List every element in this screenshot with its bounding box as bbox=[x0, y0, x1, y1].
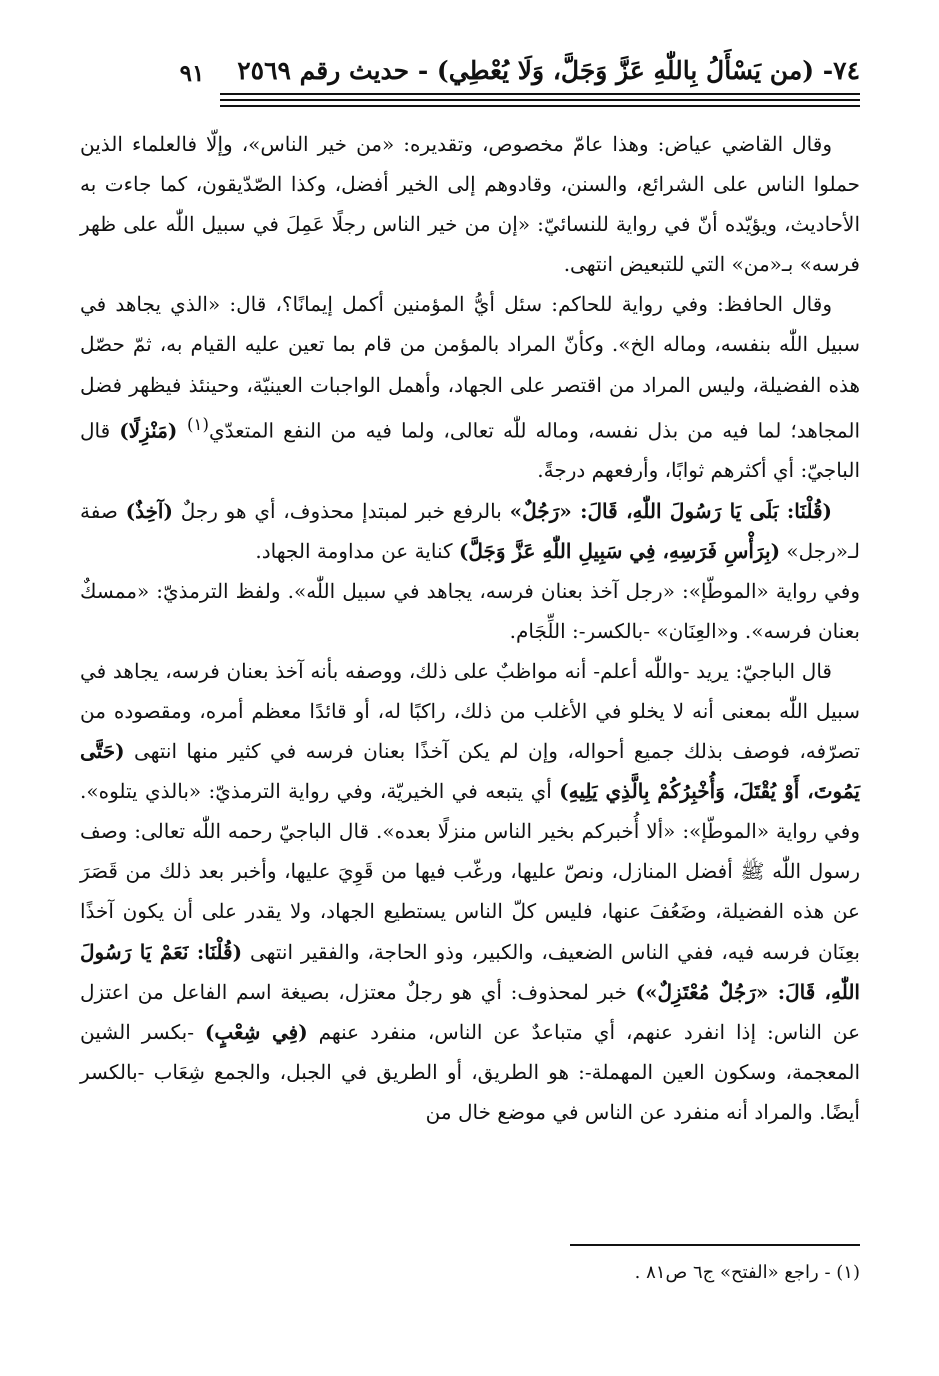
footnote: (١) - راجع «الفتح» ج٦ ص٨١ . bbox=[634, 1262, 860, 1283]
paragraph-text: قال الباجيّ: يريد -واللّٰه أعلم- أنه مواظبٌ على ذلك، ووصفه بأنه آخذ بعنان فرسه، يجاهد في سبيل اللّٰه بمعنى أنه لا يخلو في الأغلب من ذلك، راكبًا له، أو قائدًا معظم أمره، ومقصوده من تصرّفه، فوصف بذلك جميع أحواله، وإن لم يكن آخذًا بعنان فرسه في كثير منها انتهى bbox=[80, 658, 860, 764]
paragraph bbox=[80, 284, 860, 490]
paragraph bbox=[80, 491, 860, 571]
paragraph-text: أي يتبعه في الخيريّة، وفي رواية الترمذيّ: «بالذي يتلوه». وفي رواية «الموطّإ»: «ألا أُخبركم بخير الناس منزلًا بعده». قال الباجيّ رحمه اللّٰه تعالى: وصف رسول اللّٰه ﷺ أفضل المنازل، ونصّ عليها، ورغّب فيها من قَوِيَ عليها، وأخبر بعد ذلك من قَصَرَ عن هذه الفضيلة، وضَعُفَ عنها، فليس كلّ الناس يستطيع الجهاد، ولا يقدر على أن يكون آخذًا بعِنَان فرسه فيه، ففي الناس الضعيف، والكبير، وذو الحاجة، والفقير انتهى bbox=[80, 779, 860, 964]
footnote-marker: (١) bbox=[187, 414, 209, 434]
paragraph-text: وقال الحافظ: وفي رواية للحاكم: سئل أيُّ المؤمنين أكمل إيمانًا؟، قال: «الذي يجاهد في سبيل اللّٰه بنفسه، وماله الخ». وكأنّ المراد بالمؤمن من قام بما تعين عليه القيام به، ثمّ حصّل هذه الفضيلة، وليس المراد من اقتصر على الجهاد، وأهمل الواجبات العينيّة، وحينئذ فيظهر فضل المجاهد؛ لما فيه من بذل نفسه، وماله للّٰه تعالى، ولما فيه من النفع المتعدّي bbox=[80, 292, 861, 443]
paragraph bbox=[80, 571, 860, 651]
header-rule bbox=[220, 105, 860, 107]
page-header bbox=[70, 56, 860, 108]
paragraph bbox=[80, 651, 860, 1132]
running-title: ٧٤- (من يَسْأَلُ بِاللّٰهِ عَزَّ وَجَلَّ، وَلَا يُعْطِي) - حديث رقم ٢٥٦٩ bbox=[237, 56, 860, 85]
hadith-quote: (آخِذٌ) bbox=[125, 498, 173, 523]
paragraph-text: قال الباجيّ: أي أكثرهم ثوابًا، وأرفعهم درجةً. bbox=[80, 418, 860, 483]
hadith-quote: (مَنْزِلًا) bbox=[119, 418, 188, 443]
paragraph-text: كناية عن مداومة الجهاد. bbox=[255, 538, 459, 563]
footnote-separator bbox=[570, 1244, 860, 1246]
paragraph-text: صفة لـ«رجل» bbox=[80, 498, 860, 563]
hadith-quote: (قُلْنَا: نَعَمْ يَا رَسُولَ اللّٰهِ، قَالَ: «رَجُلٌ مُعْتَزِلٌ») bbox=[80, 939, 860, 1004]
paragraph-text: بالرفع خبر لمبتدإ محذوف، أي هو رجلٌ bbox=[172, 498, 510, 523]
page-number: ٩١ bbox=[179, 60, 205, 87]
hadith-quote: (فِي شِعْبٍ) bbox=[204, 1019, 308, 1044]
header-rule bbox=[220, 99, 860, 101]
hadith-quote: (حَتَّى يَمُوتَ، أَوْ يُقْتَلَ، وَأُخْبِرُكُمْ بِالَّذِي يَلِيهِ) bbox=[80, 739, 861, 804]
hadith-quote: (قُلْنَا: بَلَى يَا رَسُولَ اللّٰهِ، قَالَ: «رَجُلٌ» bbox=[509, 498, 833, 523]
paragraph-text: -بكسر الشين المعجمة، وسكون العين المهملة-: هو الطريق، أو الطريق في الجبل، والجمع شِعَاب -بالكسر أيضًا. والمراد أنه منفرد عن الناس في موضع خال من bbox=[80, 1019, 860, 1124]
header-rule bbox=[220, 93, 860, 95]
hadith-quote: (بِرَأْسِ فَرَسِهِ، فِي سَبِيلِ اللّٰهِ عَزَّ وَجَلَّ) bbox=[458, 538, 781, 563]
main-text bbox=[80, 124, 860, 1132]
paragraph-text: وفي رواية «الموطّإ»: «رجل آخذ بعنان فرسه، يجاهد في سبيل اللّٰه». ولفظ الترمذيّ: «ممسكٌ بعنان فرسه». و«العِنَان» -بالكسر-: اللِّجَام. bbox=[80, 578, 860, 643]
paragraph-text: وقال القاضي عياض: وهذا عامّ مخصوص، وتقديره: «من خير الناس»، وإلّا فالعلماء الذين حملوا الناس على الشرائع، والسنن، وقادوهم إلى الخير أفضل، وكذا الصّدّيقون، كما جاءت به الأحاديث، ويؤيّده أنّ في رواية للنسائيّ: «إن من خير الناس رجلًا عَمِلَ في سبيل اللّٰه على ظهر فرسه» بـ«من» التي للتبعيض انتهى. bbox=[80, 132, 860, 277]
paragraph-text: خبر لمحذوف: أي هو رجلٌ معتزل، بصيغة اسم الفاعل من اعتزل عن الناس: إذا انفرد عنهم، أي متباعدٌ عن الناس، منفرد عنهم bbox=[80, 979, 860, 1044]
paragraph bbox=[80, 124, 860, 284]
